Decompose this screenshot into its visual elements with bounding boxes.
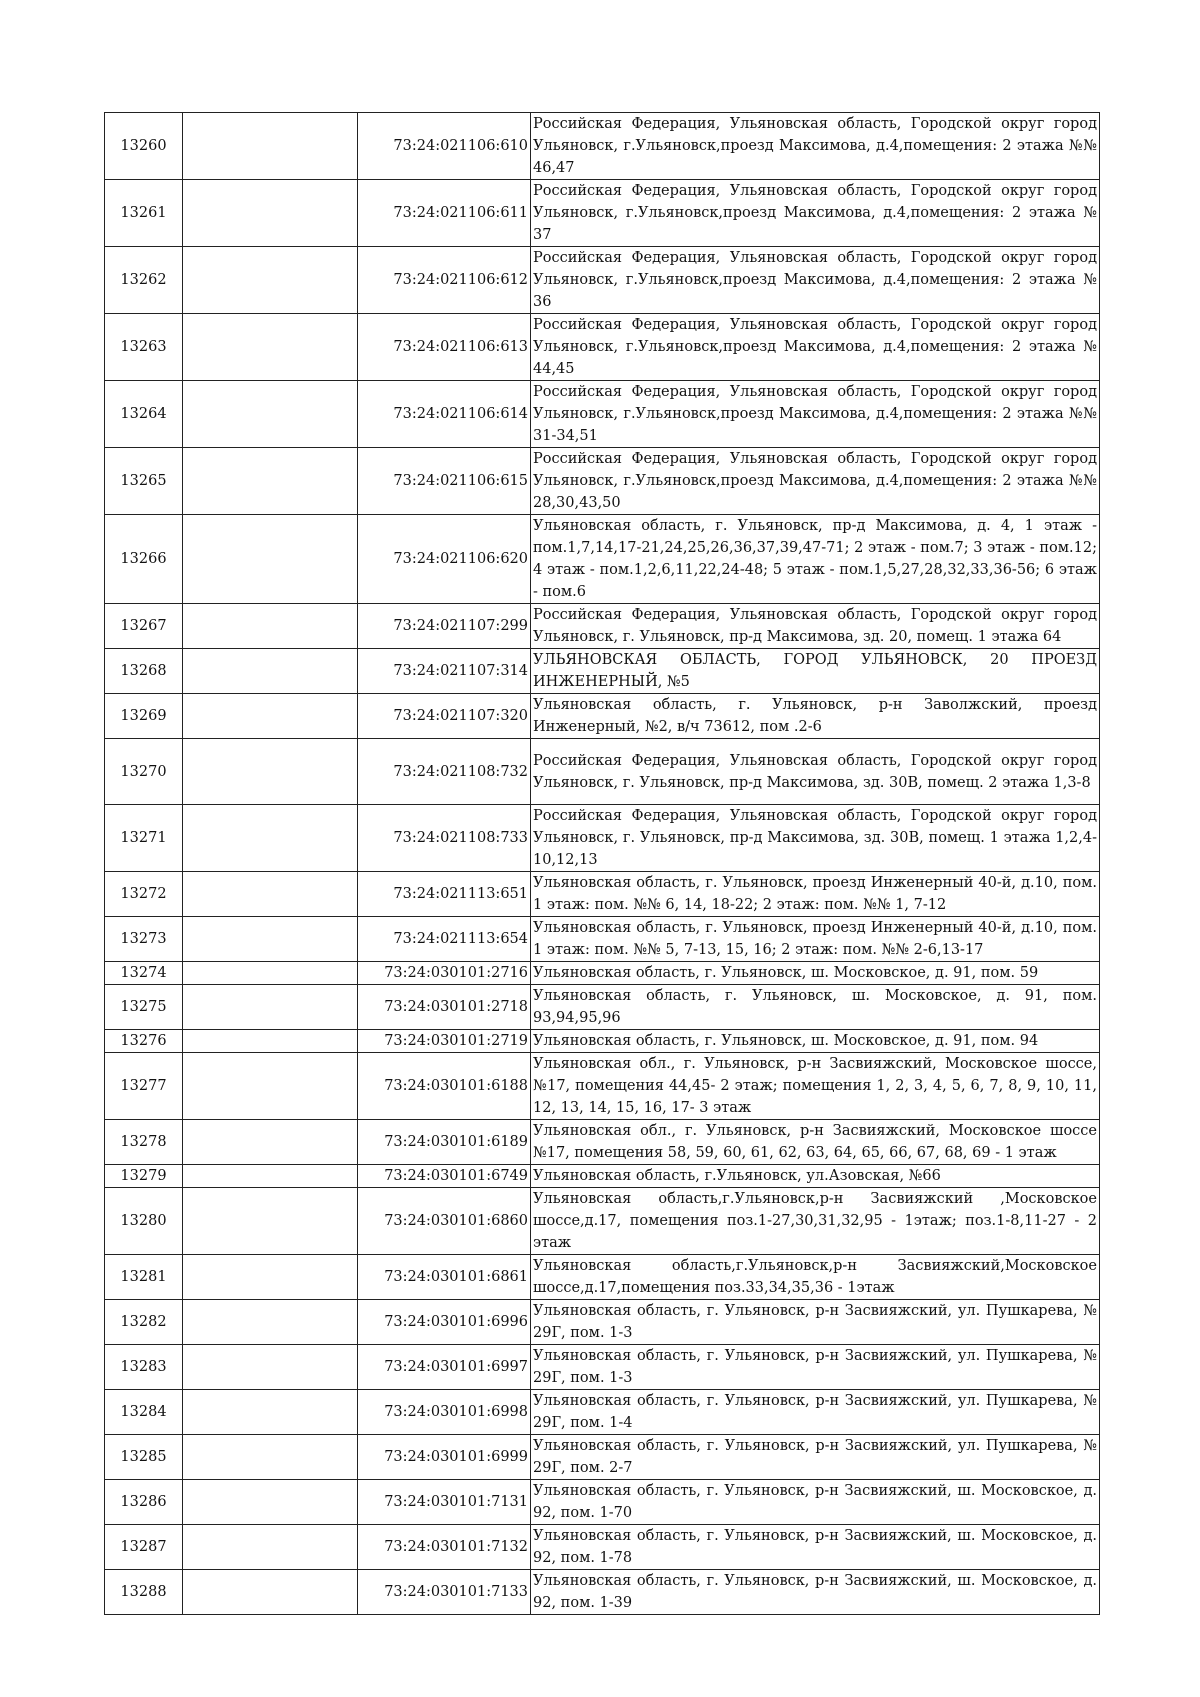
address-cell: Ульяновская обл., г. Ульяновск, р-н Засвияжский, Московское шоссе №17, помещения 58, 59, 60, 61, 62, 63, 64, 65, 66, 67, 68, 69 - 1 этаж	[531, 1120, 1100, 1165]
cadastral-number-cell: 73:24:030101:6860	[358, 1188, 531, 1255]
table-row	[105, 381, 1100, 448]
row-number-cell: 13286	[105, 1480, 183, 1525]
cadastral-number-cell: 73:24:021107:320	[358, 694, 531, 739]
empty-cell	[183, 515, 358, 604]
row-number-cell: 13280	[105, 1188, 183, 1255]
table-row	[105, 649, 1100, 694]
address-cell: Ульяновская область, г. Ульяновск, проезд Инженерный 40-й, д.10, пом. 1 этаж: пом. №№ 6, 14, 18-22; 2 этаж: пом. №№ 1, 7-12	[531, 872, 1100, 917]
row-number-cell: 13278	[105, 1120, 183, 1165]
empty-cell	[183, 604, 358, 649]
empty-cell	[183, 381, 358, 448]
empty-cell	[183, 917, 358, 962]
empty-cell	[183, 694, 358, 739]
row-number-cell: 13269	[105, 694, 183, 739]
registry-table	[104, 112, 1100, 1615]
address-cell: Российская Федерация, Ульяновская область, Городской округ город Ульяновск, г. Ульяновск, пр-д Максимова, зд. 30В, помещ. 1 этажа 1,2,4-10,12,13	[531, 805, 1100, 872]
row-number-cell: 13266	[105, 515, 183, 604]
cadastral-number-cell: 73:24:021106:612	[358, 247, 531, 314]
row-number-cell: 13277	[105, 1053, 183, 1120]
cadastral-number-cell: 73:24:021113:651	[358, 872, 531, 917]
empty-cell	[183, 1570, 358, 1615]
cadastral-number-cell: 73:24:030101:6189	[358, 1120, 531, 1165]
empty-cell	[183, 1525, 358, 1570]
cadastral-number-cell: 73:24:021107:314	[358, 649, 531, 694]
empty-cell	[183, 1053, 358, 1120]
table-row	[105, 985, 1100, 1030]
cadastral-number-cell: 73:24:021106:613	[358, 314, 531, 381]
table-row	[105, 1030, 1100, 1053]
address-cell: Ульяновская область, г. Ульяновск, р-н Засвияжский, ул. Пушкарева, № 29Г, пом. 2-7	[531, 1435, 1100, 1480]
table-row	[105, 180, 1100, 247]
address-cell: Российская Федерация, Ульяновская область, Городской округ город Ульяновск, г.Ульяновск,проезд Максимова, д.4,помещения: 2 этажа № 37	[531, 180, 1100, 247]
address-cell: Ульяновская область, г. Ульяновск, р-н Засвияжский, ул. Пушкарева, № 29Г, пом. 1-3	[531, 1300, 1100, 1345]
cadastral-number-cell: 73:24:030101:7133	[358, 1570, 531, 1615]
cadastral-number-cell: 73:24:030101:2719	[358, 1030, 531, 1053]
table-row	[105, 917, 1100, 962]
address-cell: Российская Федерация, Ульяновская область, Городской округ город Ульяновск, г.Ульяновск,проезд Максимова, д.4,помещения: 2 этажа №№ 28,30,43,50	[531, 448, 1100, 515]
empty-cell	[183, 805, 358, 872]
registry-table-body	[105, 113, 1100, 1615]
cadastral-number-cell: 73:24:030101:7132	[358, 1525, 531, 1570]
table-row	[105, 694, 1100, 739]
address-cell: Российская Федерация, Ульяновская область, Городской округ город Ульяновск, г. Ульяновск, пр-д Максимова, зд. 20, помещ. 1 этажа 64	[531, 604, 1100, 649]
row-number-cell: 13268	[105, 649, 183, 694]
row-number-cell: 13264	[105, 381, 183, 448]
cadastral-number-cell: 73:24:030101:6998	[358, 1390, 531, 1435]
cadastral-number-cell: 73:24:021106:611	[358, 180, 531, 247]
cadastral-number-cell: 73:24:030101:2718	[358, 985, 531, 1030]
table-row	[105, 1480, 1100, 1525]
table-row	[105, 805, 1100, 872]
table-row	[105, 1435, 1100, 1480]
table-row	[105, 872, 1100, 917]
cadastral-number-cell: 73:24:030101:6999	[358, 1435, 531, 1480]
table-row	[105, 962, 1100, 985]
cadastral-number-cell: 73:24:021113:654	[358, 917, 531, 962]
empty-cell	[183, 1435, 358, 1480]
cadastral-number-cell: 73:24:021108:733	[358, 805, 531, 872]
table-row	[105, 1570, 1100, 1615]
cadastral-number-cell: 73:24:030101:2716	[358, 962, 531, 985]
address-cell: Ульяновская область, г. Ульяновск, р-н Заволжский, проезд Инженерный, №2, в/ч 73612, пом .2-6	[531, 694, 1100, 739]
row-number-cell: 13271	[105, 805, 183, 872]
row-number-cell: 13263	[105, 314, 183, 381]
cadastral-number-cell: 73:24:021106:610	[358, 113, 531, 180]
table-row	[105, 1255, 1100, 1300]
table-row	[105, 1390, 1100, 1435]
empty-cell	[183, 1390, 358, 1435]
cadastral-number-cell: 73:24:030101:6749	[358, 1165, 531, 1188]
empty-cell	[183, 1165, 358, 1188]
address-cell: Ульяновская область, г. Ульяновск, р-н Засвияжский, ш. Московское, д. 92, пом. 1-70	[531, 1480, 1100, 1525]
table-row	[105, 1525, 1100, 1570]
address-cell: Ульяновская область, г.Ульяновск, ул.Азовская, №66	[531, 1165, 1100, 1188]
empty-cell	[183, 180, 358, 247]
address-cell: Российская Федерация, Ульяновская область, Городской округ город Ульяновск, г. Ульяновск, пр-д Максимова, зд. 30В, помещ. 2 этажа 1,3-8	[531, 739, 1100, 805]
address-cell: Российская Федерация, Ульяновская область, Городской округ город Ульяновск, г.Ульяновск,проезд Максимова, д.4,помещения: 2 этажа №№ 31-34,51	[531, 381, 1100, 448]
row-number-cell: 13272	[105, 872, 183, 917]
row-number-cell: 13261	[105, 180, 183, 247]
empty-cell	[183, 1480, 358, 1525]
cadastral-number-cell: 73:24:030101:6861	[358, 1255, 531, 1300]
table-row	[105, 1345, 1100, 1390]
table-row	[105, 515, 1100, 604]
table-row	[105, 1053, 1100, 1120]
cadastral-number-cell: 73:24:021106:615	[358, 448, 531, 515]
row-number-cell: 13279	[105, 1165, 183, 1188]
row-number-cell: 13282	[105, 1300, 183, 1345]
address-cell: Ульяновская область, г. Ульяновск, р-н Засвияжский, ул. Пушкарева, № 29Г, пом. 1-4	[531, 1390, 1100, 1435]
row-number-cell: 13274	[105, 962, 183, 985]
empty-cell	[183, 1188, 358, 1255]
empty-cell	[183, 448, 358, 515]
empty-cell	[183, 1345, 358, 1390]
empty-cell	[183, 985, 358, 1030]
address-cell: Ульяновская область, г. Ульяновск, р-н Засвияжский, ш. Московское, д. 92, пом. 1-39	[531, 1570, 1100, 1615]
address-cell: УЛЬЯНОВСКАЯ ОБЛАСТЬ, ГОРОД УЛЬЯНОВСК, 20 ПРОЕЗД ИНЖЕНЕРНЫЙ, №5	[531, 649, 1100, 694]
address-cell: Российская Федерация, Ульяновская область, Городской округ город Ульяновск, г.Ульяновск,проезд Максимова, д.4,помещения: 2 этажа №№ 46,47	[531, 113, 1100, 180]
cadastral-number-cell: 73:24:030101:6996	[358, 1300, 531, 1345]
row-number-cell: 13275	[105, 985, 183, 1030]
empty-cell	[183, 314, 358, 381]
table-row	[105, 1120, 1100, 1165]
table-row	[105, 604, 1100, 649]
row-number-cell: 13262	[105, 247, 183, 314]
table-row	[105, 247, 1100, 314]
table-row	[105, 1300, 1100, 1345]
empty-cell	[183, 649, 358, 694]
address-cell: Ульяновская обл., г. Ульяновск, р-н Засвияжский, Московское шоссе, №17, помещения 44,45- 2 этаж; помещения 1, 2, 3, 4, 5, 6, 7, 8, 9, 10, 11, 12, 13, 14, 15, 16, 17- 3 этаж	[531, 1053, 1100, 1120]
address-cell: Ульяновская область, г. Ульяновск, ш. Московское, д. 91, пом. 93,94,95,96	[531, 985, 1100, 1030]
address-cell: Ульяновская область, г. Ульяновск, ш. Московское, д. 91, пом. 94	[531, 1030, 1100, 1053]
address-cell: Ульяновская область, г. Ульяновск, пр-д Максимова, д. 4, 1 этаж - пом.1,7,14,17-21,24,25,26,36,37,39,47-71; 2 этаж - пом.7; 3 этаж - пом.12; 4 этаж - пом.1,2,6,11,22,24-48; 5 этаж - пом.1,5,27,28,32,33,36-56; 6 этаж - пом.6	[531, 515, 1100, 604]
row-number-cell: 13260	[105, 113, 183, 180]
row-number-cell: 13288	[105, 1570, 183, 1615]
address-cell: Российская Федерация, Ульяновская область, Городской округ город Ульяновск, г.Ульяновск,проезд Максимова, д.4,помещения: 2 этажа № 44,45	[531, 314, 1100, 381]
empty-cell	[183, 872, 358, 917]
row-number-cell: 13273	[105, 917, 183, 962]
row-number-cell: 13276	[105, 1030, 183, 1053]
cadastral-number-cell: 73:24:021107:299	[358, 604, 531, 649]
row-number-cell: 13283	[105, 1345, 183, 1390]
empty-cell	[183, 1255, 358, 1300]
address-cell: Ульяновская область, г. Ульяновск, р-н Засвияжский, ш. Московское, д. 92, пом. 1-78	[531, 1525, 1100, 1570]
cadastral-number-cell: 73:24:021106:620	[358, 515, 531, 604]
address-cell: Ульяновская область,г.Ульяновск,р-н Засвияжский,Московское шоссе,д.17,помещения поз.33,34,35,36 - 1этаж	[531, 1255, 1100, 1300]
empty-cell	[183, 1300, 358, 1345]
empty-cell	[183, 247, 358, 314]
table-row	[105, 448, 1100, 515]
cadastral-number-cell: 73:24:030101:6997	[358, 1345, 531, 1390]
empty-cell	[183, 1030, 358, 1053]
cadastral-number-cell: 73:24:021108:732	[358, 739, 531, 805]
address-cell: Ульяновская область, г. Ульяновск, р-н Засвияжский, ул. Пушкарева, № 29Г, пом. 1-3	[531, 1345, 1100, 1390]
row-number-cell: 13267	[105, 604, 183, 649]
row-number-cell: 13284	[105, 1390, 183, 1435]
cadastral-number-cell: 73:24:030101:7131	[358, 1480, 531, 1525]
empty-cell	[183, 113, 358, 180]
table-row	[105, 1165, 1100, 1188]
table-row	[105, 113, 1100, 180]
row-number-cell: 13285	[105, 1435, 183, 1480]
address-cell: Ульяновская область, г. Ульяновск, ш. Московское, д. 91, пом. 59	[531, 962, 1100, 985]
cadastral-number-cell: 73:24:021106:614	[358, 381, 531, 448]
table-row	[105, 739, 1100, 805]
address-cell: Ульяновская область, г. Ульяновск, проезд Инженерный 40-й, д.10, пом. 1 этаж: пом. №№ 5, 7-13, 15, 16; 2 этаж: пом. №№ 2-6,13-17	[531, 917, 1100, 962]
address-cell: Ульяновская область,г.Ульяновск,р-н Засвияжский ,Московское шоссе,д.17, помещения поз.1-27,30,31,32,95 - 1этаж; поз.1-8,11-27 - 2 этаж	[531, 1188, 1100, 1255]
empty-cell	[183, 1120, 358, 1165]
row-number-cell: 13287	[105, 1525, 183, 1570]
row-number-cell: 13265	[105, 448, 183, 515]
cadastral-number-cell: 73:24:030101:6188	[358, 1053, 531, 1120]
row-number-cell: 13281	[105, 1255, 183, 1300]
row-number-cell: 13270	[105, 739, 183, 805]
address-cell: Российская Федерация, Ульяновская область, Городской округ город Ульяновск, г.Ульяновск,проезд Максимова, д.4,помещения: 2 этажа № 36	[531, 247, 1100, 314]
empty-cell	[183, 962, 358, 985]
table-row	[105, 314, 1100, 381]
table-row	[105, 1188, 1100, 1255]
empty-cell	[183, 739, 358, 805]
